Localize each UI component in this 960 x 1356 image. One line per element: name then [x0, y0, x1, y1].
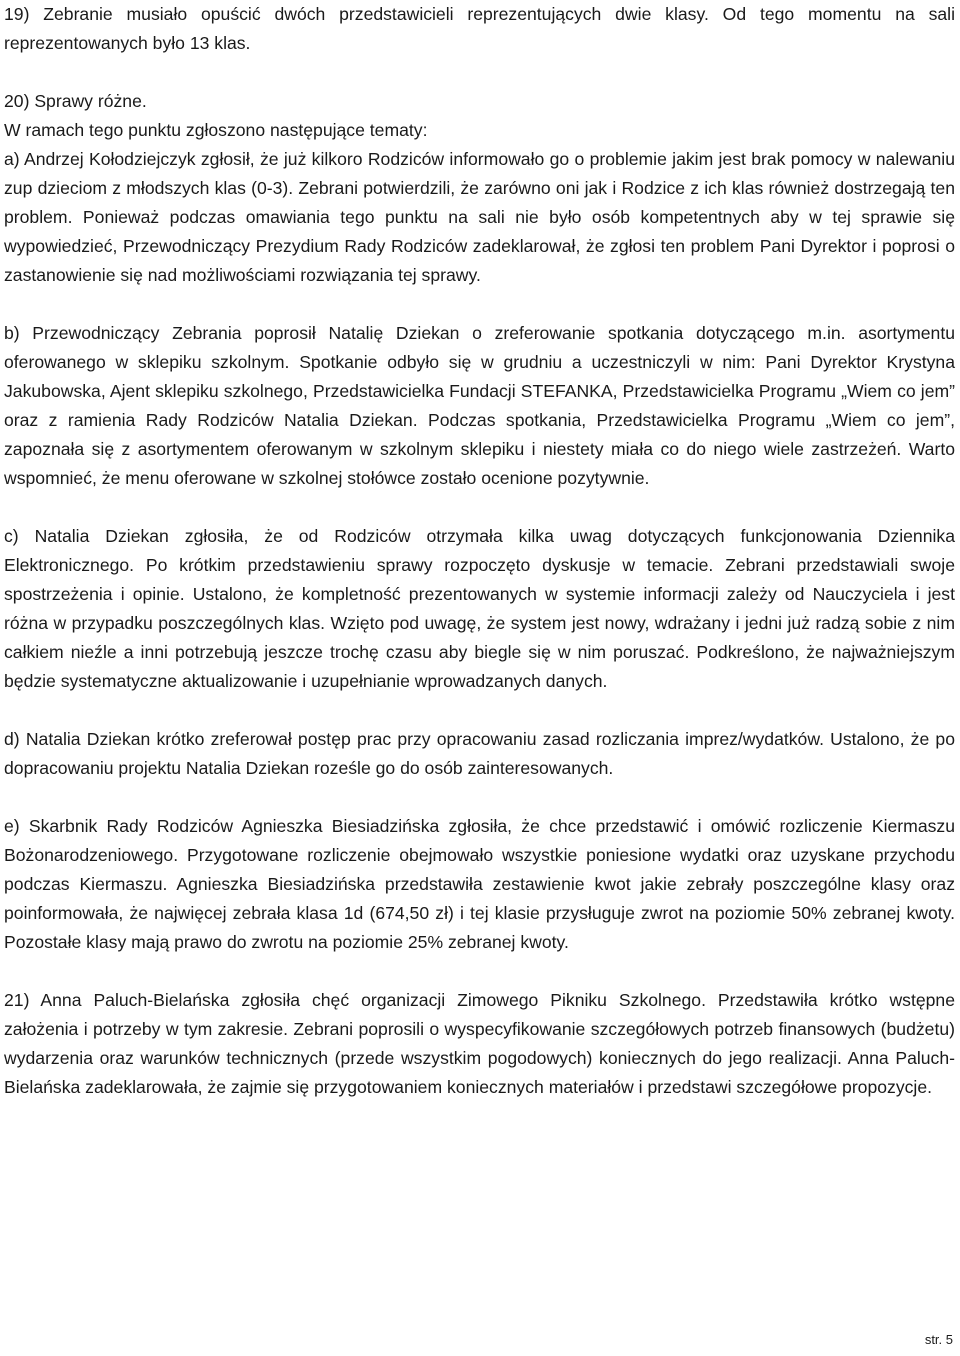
section-20-intro: W ramach tego punktu zgłoszono następujące tematy: [4, 120, 428, 140]
page-number: str. 5 [924, 1332, 953, 1347]
section-20-title: 20) Sprawy różne. [4, 91, 147, 111]
section-21-paragraph: 21) Anna Paluch-Bielańska zgłosiła chęć organizacji Zimowego Pikniku Szkolnego. Przedstawiła krótko wstępne założenia i potrzeby w tym zakresie. Zebrani poprosili o wyspecyfikowanie szczegółowych potrzeb finansowych (budżetu) wydarzenia oraz warunków technicznych (przede wszystkim pogodowych) koniecznych do jego realizacji. Anna Paluch-Bielańska zadeklarowała, że zajmie się przygotowaniem koniecznych materiałów i przedstawi szczegółowe propozycje. [4, 990, 955, 1097]
section-20-item-d: d) Natalia Dziekan krótko zreferował postęp prac przy opracowaniu zasad rozliczania imprez/wydatków. Ustalono, że po dopracowaniu projektu Natalia Dziekan roześle go do osób zainteresowanych. [4, 729, 955, 778]
section-20-item-b: b) Przewodniczący Zebrania poprosił Natalię Dziekan o zreferowanie spotkania dotyczącego m.in. asortymentu oferowanego w sklepiku szkolnym. Spotkanie odbyło się w grudniu a uczestniczyli w nim: Pani Dyrektor Krystyna Jakubowska, Ajent sklepiku szkolnego, Przedstawicielka Fundacji STEFANKA, Przedstawicielka Programu „Wiem co jem” oraz z ramienia Rady Rodziców Natalia Dziekan. Podczas spotkania, Przedstawicielka Programu „Wiem co jem”, zapoznała się z asortymentem oferowanym w szkolnym sklepiku i niestety miała co do niego wiele zastrzeżeń. Warto wspomnieć, że menu oferowane w szkolnej stołówce zostało ocenione pozytywnie. [4, 323, 955, 488]
section-20-item-e: e) Skarbnik Rady Rodziców Agnieszka Biesiadzińska zgłosiła, że chce przedstawić i omówić rozliczenie Kiermaszu Bożonarodzeniowego. Przygotowane rozliczenie obejmowało wszystkie poniesione wydatki oraz uzyskane przychodu podczas Kiermaszu. Agnieszka Biesiadzińska przedstawiła zestawienie kwot jakie zebrały poszczególne klasy oraz poinformowała, że najwięcej zebrała klasa 1d (674,50 zł) i tej klasie przysługuje zwrot na poziomie 50% zebranej kwoty. Pozostałe klasy mają prawo do zwrotu na poziomie 25% zebranej kwoty. [4, 816, 955, 952]
section-20-item-c: c) Natalia Dziekan zgłosiła, że od Rodziców otrzymała kilka uwag dotyczących funkcjonowania Dziennika Elektronicznego. Po krótkim przedstawieniu sprawy rozpoczęto dyskusje w temacie. Zebrani przedstawiali swoje spostrzeżenia i opinie. Ustalono, że kompletność prezentowanych w systemie informacji zależy od Nauczyciela i jest różna w przypadku poszczególnych klas. Wzięto pod uwagę, że system jest nowy, wdrażany i jedni już radzą sobie z nim całkiem nieźle a inni potrzebują jeszcze trochę czasu aby biegle się w nim poruszać. Podkreślono, że najważniejszym będzie systematyczne aktualizowanie i uzupełnianie wprowadzanych danych. [4, 526, 955, 691]
document-page [4, 0, 955, 1102]
section-20-item-a: a) Andrzej Kołodziejczyk zgłosił, że już kilkoro Rodziców informowało go o problemie jakim jest brak pomocy w nalewaniu zup dzieciom z młodszych klas (0-3). Zebrani potwierdzili, że zarówno oni jak i Rodzice z ich klas również dostrzegają ten problem. Ponieważ podczas omawiania tego punktu na sali nie było osób kompetentnych aby w tej sprawie się wypowiedzieć, Przewodniczący Prezydium Rady Rodziców zadeklarował, że zgłosi ten problem Pani Dyrektor i poprosi o zastanowienie się nad możliwościami rozwiązania tej sprawy. [4, 149, 955, 285]
section-19-paragraph: 19) Zebranie musiało opuścić dwóch przedstawicieli reprezentujących dwie klasy. Od tego momentu na sali reprezentowanych było 13 klas. [4, 4, 955, 53]
